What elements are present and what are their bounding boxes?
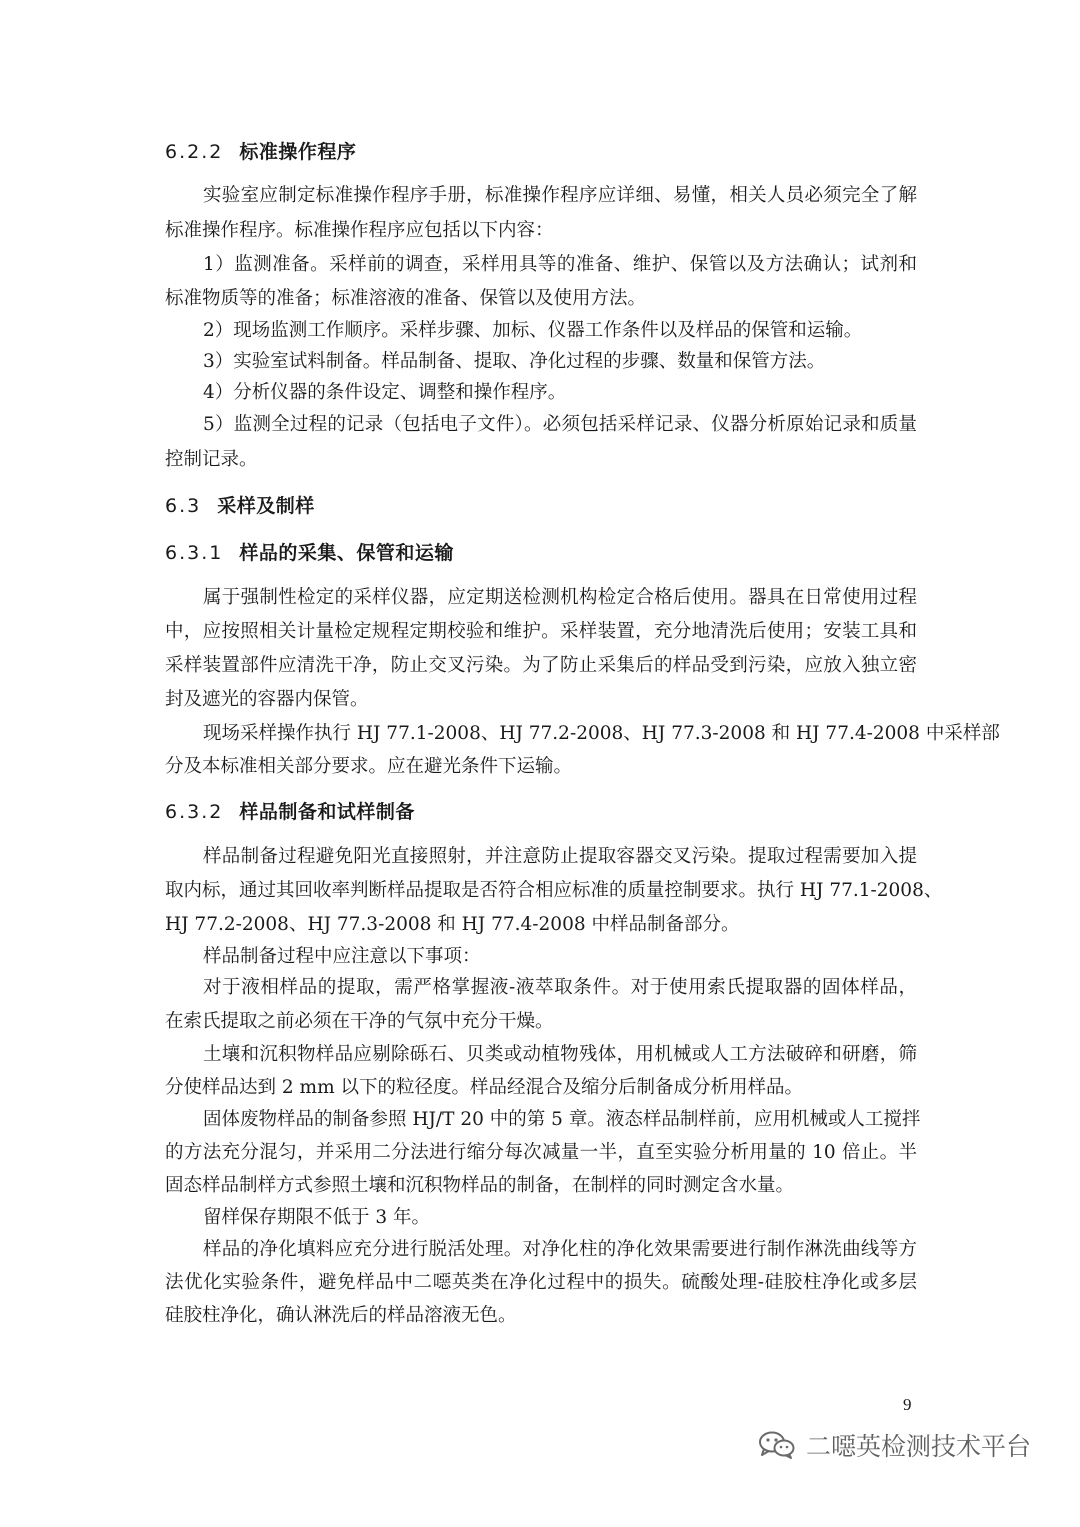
paragraph-line: 封及遮光的容器内保管。: [165, 689, 369, 710]
paragraph-line: 样品的净化填料应充分进行脱活处理。对净化柱的净化效果需要进行制作淋洗曲线等方: [203, 1239, 917, 1260]
list-item-line: 控制记录。: [165, 449, 258, 470]
paragraph-line: 采样装置部件应清洗干净，防止交叉污染。为了防止采集后的样品受到污染，应放入独立密: [165, 655, 917, 676]
paragraph-line: 取内标，通过其回收率判断样品提取是否符合相应标准的质量控制要求。执行 HJ 77.1-2008、: [165, 880, 943, 901]
paragraph-line: 分使样品达到 2 mm 以下的粒径度。样品经混合及缩分后制备成分析用样品。: [165, 1077, 803, 1098]
paragraph-line: 硅胶柱净化，确认淋洗后的样品溶液无色。: [165, 1305, 517, 1326]
watermark-text: 二噁英检测技术平台: [806, 1432, 1032, 1461]
section-heading-6-3-2: 6.3.2 样品制备和试样制备: [165, 801, 415, 823]
paragraph-line: 固体废物样品的制备参照 HJ/T 20 中的第 5 章。液态样品制样前，应用机械或人工搅拌: [203, 1109, 921, 1130]
paragraph-line: 在索氏提取之前必须在干净的气氛中充分干燥。: [165, 1011, 554, 1032]
list-item-line: 标准物质等的准备；标准溶液的准备、保管以及使用方法。: [165, 288, 647, 309]
paragraph-line: 标准操作程序。标准操作程序应包括以下内容：: [165, 220, 554, 241]
paragraph-line: 中，应按照相关计量检定规程定期校验和维护。采样装置，充分地清洗后使用；安装工具和: [165, 621, 917, 642]
paragraph-line: 实验室应制定标准操作程序手册，标准操作程序应详细、易懂，相关人员必须完全了解: [203, 185, 917, 206]
wechat-icon: [758, 1430, 796, 1460]
paragraph-line: 样品制备过程避免阳光直接照射，并注意防止提取容器交叉污染。提取过程需要加入提: [203, 846, 917, 867]
paragraph-line: 属于强制性检定的采样仪器，应定期送检测机构检定合格后使用。器具在日常使用过程: [203, 587, 917, 608]
list-item-line: 5）监测全过程的记录（包括电子文件）。必须包括采样记录、仪器分析原始记录和质量: [203, 414, 917, 435]
paragraph-line: 对于液相样品的提取，需严格掌握液-液萃取条件。对于使用索氏提取器的固体样品，: [203, 977, 917, 998]
paragraph-line: HJ 77.2-2008、HJ 77.3-2008 和 HJ 77.4-2008 中样品制备部分。: [165, 914, 740, 935]
section-heading-6-3-1: 6.3.1 样品的采集、保管和运输: [165, 542, 454, 564]
paragraph-line: 的方法充分混匀，并采用二分法进行缩分每次减量一半，直至实验分析用量的 10 倍止。半: [165, 1142, 917, 1163]
paragraph-line: 分及本标准相关部分要求。应在避光条件下运输。: [165, 756, 573, 777]
list-item-line: 4）分析仪器的条件设定、调整和操作程序。: [203, 382, 567, 403]
paragraph-line: 留样保存期限不低于 3 年。: [203, 1207, 431, 1228]
paragraph-line: 土壤和沉积物样品应剔除砾石、贝类或动植物残体，用机械或人工方法破碎和研磨，筛: [203, 1044, 917, 1065]
paragraph-line: 现场采样操作执行 HJ 77.1-2008、HJ 77.2-2008、HJ 77.3-2008 和 HJ 77.4-2008 中采样部: [203, 723, 1000, 744]
paragraph-line: 固态样品制样方式参照土壤和沉积物样品的制备，在制样的同时测定含水量。: [165, 1175, 795, 1196]
paragraph-line: 法优化实验条件，避免样品中二噁英类在净化过程中的损失。硫酸处理-硅胶柱净化或多层: [165, 1272, 917, 1293]
paragraph-line: 样品制备过程中应注意以下事项：: [203, 946, 481, 967]
list-item-line: 1）监测准备。采样前的调查，采样用具等的准备、维护、保管以及方法确认；试剂和: [203, 254, 917, 275]
page-number: 9: [903, 1395, 912, 1414]
list-item-line: 3）实验室试料制备。样品制备、提取、净化过程的步骤、数量和保管方法。: [203, 351, 826, 372]
watermark: [758, 1425, 1031, 1465]
section-heading-6-3: 6.3 采样及制样: [165, 495, 315, 517]
section-heading-6-2-2: 6.2.2 标准操作程序: [165, 141, 357, 163]
list-item-line: 2）现场监测工作顺序。采样步骤、加标、仪器工作条件以及样品的保管和运输。: [203, 320, 863, 341]
